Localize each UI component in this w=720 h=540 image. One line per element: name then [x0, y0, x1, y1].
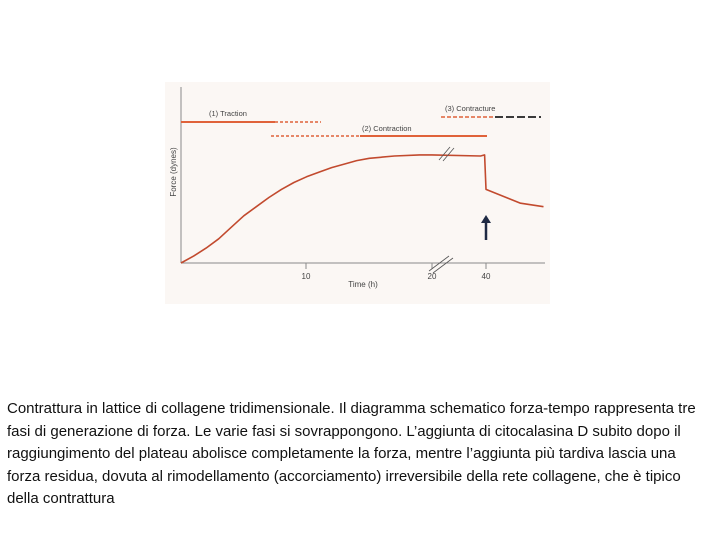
x-tick-label-20: 20 [427, 272, 437, 281]
curve-break-mark [439, 147, 454, 161]
force-time-figure [165, 82, 550, 304]
phase-contracture [441, 104, 541, 117]
x-axis-break-mark [429, 256, 453, 273]
x-tick-label-40: 40 [481, 272, 491, 281]
addition-arrow [481, 215, 491, 240]
phase-contracture-label: (3) Contracture [445, 104, 496, 113]
phase-traction [181, 109, 321, 122]
phase-contraction [271, 124, 487, 136]
phase-contraction-label: (2) Contraction [362, 124, 412, 133]
x-tick-label-10: 10 [301, 272, 311, 281]
figure-caption: Contrattura in lattice di collagene tridimensionale. Il diagramma schematico forza-tempo rappresenta tre fasi di generazione di forza. Le varie fasi si sovrappongono. L’aggiunta di citocalasina D subito dopo il raggiungimento del plateau abolisce completamente la forza, mentre l’aggiunta più tardiva lascia una forza residua, dovuta al rimodellamento (accorciamento) irreversibile della rete collagene, che è tipico della contrattura [7, 400, 696, 507]
y-axis-title: Force (dynes) [169, 147, 178, 197]
force-curve [181, 155, 544, 263]
phase-traction-label: (1) Traction [209, 109, 247, 118]
x-axis-title: Time (h) [348, 280, 378, 289]
force-time-chart [165, 82, 550, 304]
